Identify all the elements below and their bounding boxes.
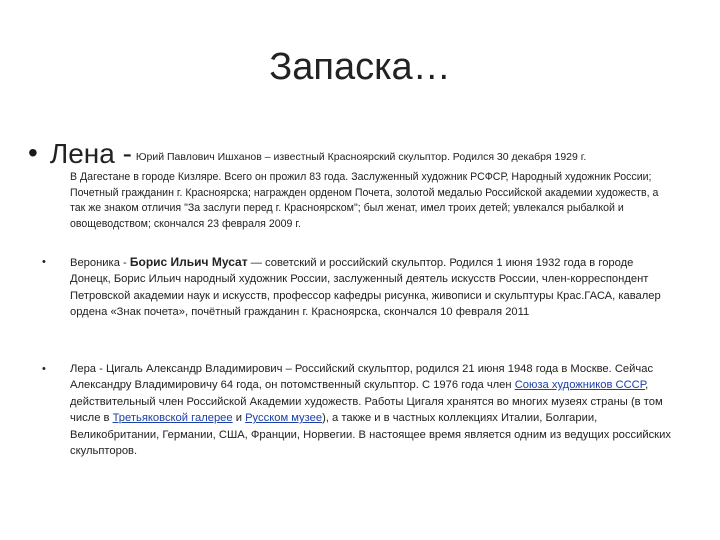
item3-bullet: • (42, 363, 46, 375)
link-artists-union[interactable]: Союза художников СССР (514, 379, 646, 392)
lead-first-line: Юрий Павлович Ишханов – известный Красноярский скульптор. Родился 30 декабря 1929 г. (135, 151, 587, 163)
item2-prefix: Вероника - (70, 257, 130, 269)
lead-item-heading (28, 137, 698, 170)
link-tretyakov-gallery[interactable]: Третьяковской галерее (112, 412, 233, 425)
item3-text2: , действительный член Российской Академии художеств. Работы Цигаля хранятся во многих музеях страны (в том числе в (70, 379, 663, 425)
link-russian-museum[interactable]: Русском музее (245, 412, 323, 425)
item3-text4: ), а также и в частных коллекциях Италии, Болгарии, Великобритании, Германии, США, Франции, Норвегии. В настоящее время является одним из ведущих российских скульпторов. (70, 412, 671, 458)
lead-paragraph: В Дагестане в городе Кизляре. Всего он прожил 83 года. Заслуженный художник РСФСР, Народный художник России; Почетный гражданин г. Красноярска; награжден орденом Почета, золотой медалью Российской академии художеств, а так же знаком отличия "За заслуги перед г. Красноярском"; был женат, имел троих детей; увлекался рыбалкой и овощеводством; скончался 23 февраля 2009 г. (70, 171, 659, 230)
item3-text3: и (232, 412, 246, 425)
item2-bold-name: Борис Ильич Мусат (129, 255, 248, 269)
item2-bullet: • (42, 256, 46, 268)
item3-text1: Лера - Цигаль Александр Владимирович – Российский скульптор, родился 21 июня 1948 года в Москве. Сейчас Александру Владимировичу 64 года, он потомственный скульптор. С 1976 года член (70, 363, 654, 392)
slide-title: Запаска… (269, 46, 451, 88)
item2-paragraph (70, 254, 675, 321)
lead-bullet: • (28, 137, 38, 168)
lead-name: Лена - (49, 138, 132, 169)
item2-text: — советский и российский скульптор. Родился 1 июня 1932 года в городе Донецк, Борис Ильич народный художник России, заслуженный деятель искусств России, член-корреспондент Петровской академии наук и искусств, профессор кафедры рисунка, живописи и скульптуры Крас.ГАСА, кавалер ордена «Знак почета», почётный гражданин г. Красноярска, скончался 10 февраля 2011 (70, 257, 661, 319)
item3-paragraph (70, 361, 675, 459)
